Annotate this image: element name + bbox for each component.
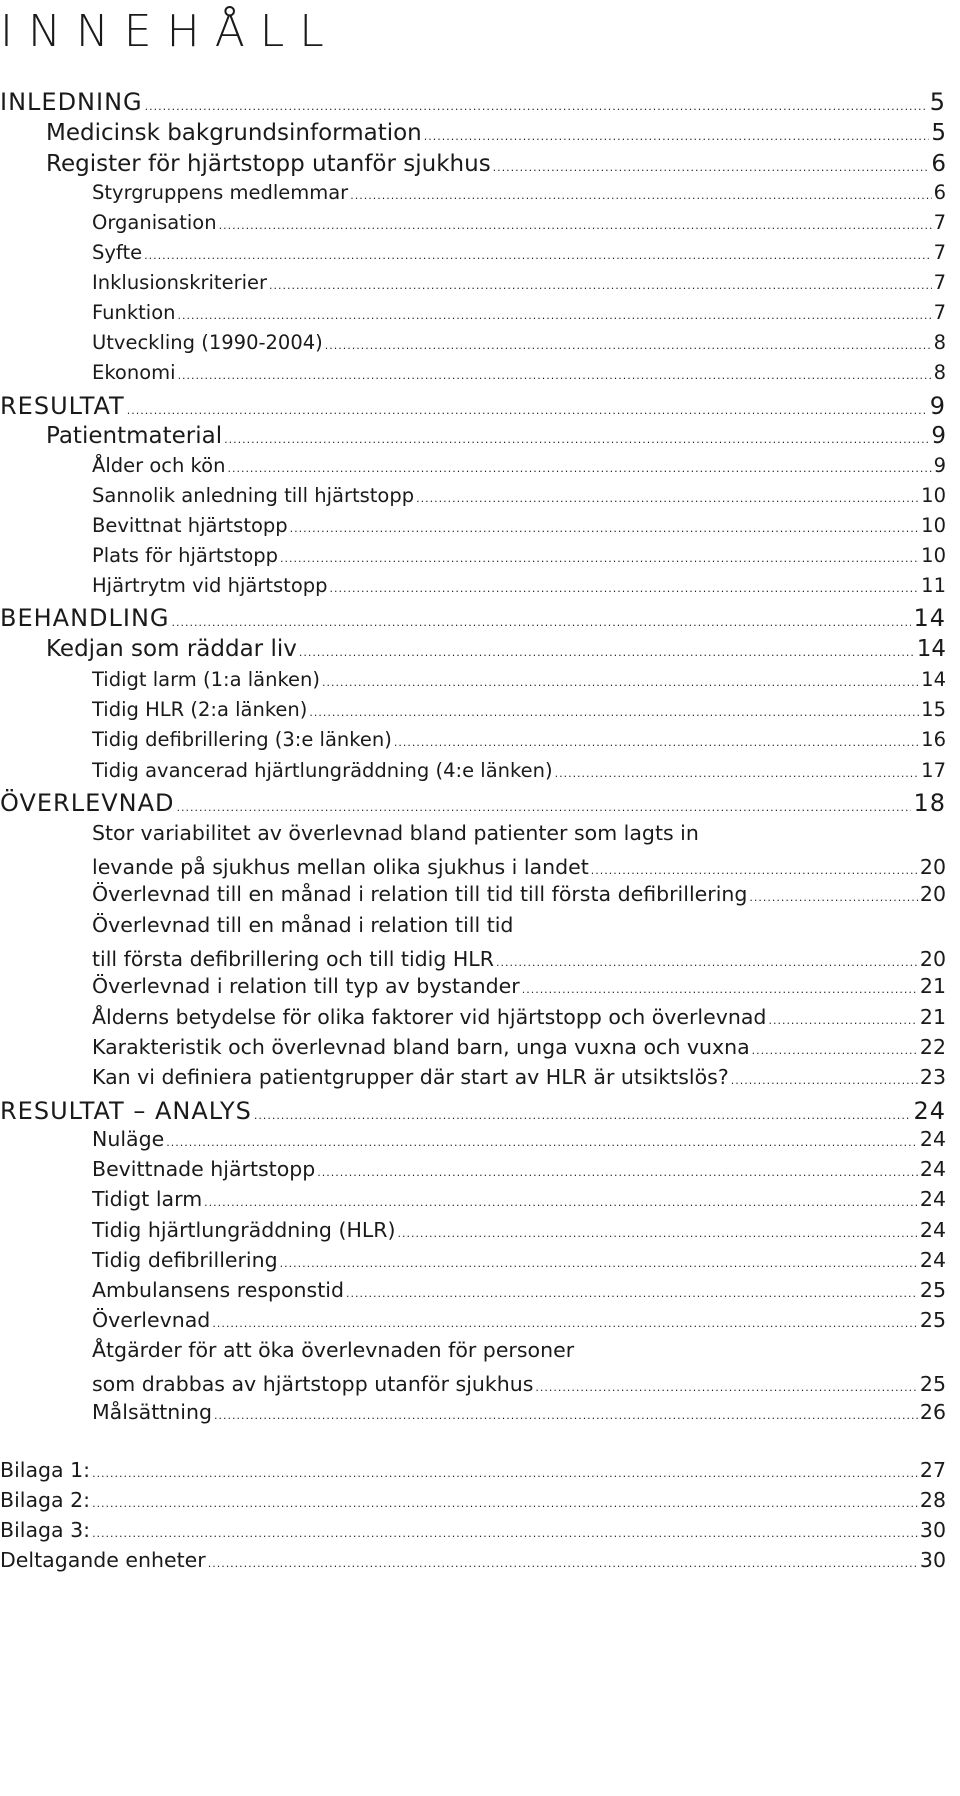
toc-entry-label: Bilaga 2: <box>0 1488 91 1512</box>
toc-entry-label: Överlevnad <box>92 1308 211 1332</box>
dot-leader <box>290 522 920 535</box>
toc-entry-label: Överlevnad till en månad i relation till tid <box>92 913 514 937</box>
toc-entry[interactable] <box>92 1005 946 1029</box>
toc-entry-label: Överlevnad till en månad i relation till tid till första defibrillering <box>92 882 748 906</box>
toc-entry-label: Utveckling (1990-2004) <box>92 331 323 354</box>
toc-entry-label: Ålderns betydelse för olika faktorer vid hjärtstopp och överlevnad <box>92 1005 767 1029</box>
toc-page-number: 10 <box>921 514 946 537</box>
toc-entry-label: Målsättning <box>92 1400 212 1424</box>
toc-entry[interactable] <box>92 1065 946 1089</box>
toc-entry-line1 <box>92 821 960 845</box>
dot-leader <box>322 676 919 689</box>
toc-entry-label: Tidigt larm <box>92 1187 203 1211</box>
dot-leader <box>555 767 920 780</box>
toc-entry[interactable] <box>0 1458 946 1482</box>
toc-page-number: 25 <box>919 1278 946 1302</box>
toc-page-number: 6 <box>933 181 946 204</box>
toc-page-number: 30 <box>919 1548 946 1572</box>
toc-entry[interactable] <box>92 1400 946 1424</box>
toc-entry[interactable] <box>92 181 946 204</box>
toc-entry-label: BEHANDLING <box>0 604 170 632</box>
toc-entry-label: Tidig defibrillering (3:e länken) <box>92 728 392 751</box>
toc-entry[interactable] <box>46 120 946 146</box>
toc-entry-label: Hjärtrytm vid hjärtstopp <box>92 574 328 597</box>
toc-entry-label: Styrgruppens medlemmar <box>92 181 349 204</box>
dot-leader <box>214 1409 918 1422</box>
toc-page-number: 14 <box>921 668 946 691</box>
toc-entry-label: levande på sjukhus mellan olika sjukhus i landet <box>92 855 589 879</box>
toc-entry-label: Åtgärder för att öka överlevnaden för personer <box>92 1338 575 1362</box>
toc-page-number: 7 <box>933 271 946 294</box>
toc-entry[interactable] <box>92 574 946 597</box>
toc-entry[interactable] <box>92 1127 946 1151</box>
dot-leader <box>299 646 915 659</box>
toc-page-number: 25 <box>919 1372 946 1396</box>
toc-page-number: 8 <box>933 331 946 354</box>
toc-entry-label: Ambulansens responstid <box>92 1278 344 1302</box>
dot-leader <box>254 1109 912 1122</box>
toc-entry-label: Kedjan som räddar liv <box>46 636 297 662</box>
toc-page-number: 6 <box>931 151 946 177</box>
toc-entry-label: Deltagande enheter <box>0 1548 206 1572</box>
dot-leader <box>144 249 931 262</box>
toc-entry[interactable] <box>92 301 946 324</box>
toc-entry-label: Patientmaterial <box>46 423 223 449</box>
toc-entry-label: Funktion <box>92 301 176 324</box>
toc-entry-label: Tidig hjärtlungräddning (HLR) <box>92 1218 396 1242</box>
toc-entry-label: Plats för hjärtstopp <box>92 544 279 567</box>
toc-entry-label: Nuläge <box>92 1127 165 1151</box>
toc-entry-label: Bilaga 3: <box>0 1518 91 1542</box>
toc-entry[interactable] <box>46 423 946 449</box>
toc-page-number: 5 <box>929 88 946 116</box>
dot-leader <box>350 189 931 202</box>
toc-page-number: 10 <box>921 484 946 507</box>
toc-entry[interactable] <box>92 454 946 477</box>
toc-entry[interactable] <box>92 974 946 998</box>
dot-leader <box>591 864 918 877</box>
toc-page-number: 7 <box>933 211 946 234</box>
toc-page-number: 24 <box>919 1127 946 1151</box>
dot-leader <box>178 369 932 382</box>
toc-entry-label: Tidig HLR (2:a länken) <box>92 698 308 721</box>
toc-entry[interactable] <box>46 636 946 662</box>
toc-page-number: 24 <box>913 1097 946 1125</box>
toc-entry[interactable] <box>92 484 946 507</box>
toc-entry[interactable] <box>92 944 946 975</box>
toc-entry[interactable] <box>46 151 946 177</box>
toc-page-number: 11 <box>921 574 946 597</box>
toc-entry-label: Kan vi definiera patientgrupper där start av HLR är utsiktslös? <box>92 1065 729 1089</box>
dot-leader <box>394 736 919 749</box>
toc-page-number: 27 <box>919 1458 946 1482</box>
dot-leader <box>398 1227 918 1240</box>
toc-page-number: 25 <box>919 1308 946 1332</box>
toc-entry[interactable] <box>0 604 946 632</box>
dot-leader <box>92 1497 918 1510</box>
toc-entry[interactable] <box>92 544 946 567</box>
dot-leader <box>177 801 912 814</box>
dot-leader <box>280 1257 918 1270</box>
toc-page-number: 21 <box>919 974 946 998</box>
toc-entry[interactable] <box>0 392 946 420</box>
dot-leader <box>92 1467 918 1480</box>
toc-page-number: 20 <box>919 947 946 971</box>
dot-leader <box>522 983 918 996</box>
toc-entry-label: Register för hjärtstopp utanför sjukhus <box>46 151 491 177</box>
dot-leader <box>317 1166 918 1179</box>
toc-page-number: 14 <box>916 636 946 662</box>
toc-entry[interactable] <box>92 1248 946 1272</box>
toc-page-number: 9 <box>933 454 946 477</box>
toc-entry-label: Organisation <box>92 211 217 234</box>
toc-entry-label: som drabbas av hjärtstopp utanför sjukhus <box>92 1372 534 1396</box>
toc-entry[interactable] <box>92 1308 946 1332</box>
dot-leader <box>731 1074 918 1087</box>
toc-page-number: 24 <box>919 1187 946 1211</box>
toc-entry[interactable] <box>0 1548 946 1572</box>
dot-leader <box>208 1557 918 1570</box>
dot-leader <box>749 891 918 904</box>
dot-leader <box>172 616 912 629</box>
toc-entry[interactable] <box>92 1035 946 1059</box>
toc-entry-label: Karakteristik och överlevnad bland barn, unga vuxna och vuxna <box>92 1035 750 1059</box>
toc-entry-label: Ålder och kön <box>92 454 226 477</box>
toc-entry-label: Ekonomi <box>92 361 176 384</box>
toc-page-number: 17 <box>921 759 946 782</box>
dot-leader <box>227 462 931 475</box>
toc-entry-line1 <box>92 913 960 937</box>
toc-entry[interactable] <box>0 1518 946 1542</box>
toc-entry-line1 <box>92 1338 960 1362</box>
toc-page-number: 16 <box>921 728 946 751</box>
toc-entry[interactable] <box>92 211 946 234</box>
toc-entry[interactable] <box>92 1157 946 1181</box>
toc-entry-label: Bilaga 1: <box>0 1458 91 1482</box>
dot-leader <box>224 433 929 446</box>
dot-leader <box>219 219 932 232</box>
toc-entry[interactable] <box>92 1278 946 1302</box>
toc-entry[interactable] <box>92 698 946 721</box>
dot-leader <box>166 1136 918 1149</box>
dot-leader <box>325 339 932 352</box>
toc-entry[interactable] <box>92 1187 946 1211</box>
toc-entry-label: Överlevnad i relation till typ av bystander <box>92 974 520 998</box>
toc-entry-label: ÖVERLEVNAD <box>0 789 175 817</box>
toc-page-number: 21 <box>919 1005 946 1029</box>
toc-entry[interactable] <box>0 88 946 116</box>
dot-leader <box>535 1381 917 1394</box>
toc-page-number: 20 <box>919 882 946 906</box>
toc-entry[interactable] <box>92 514 946 537</box>
toc-entry-label: Tidigt larm (1:a länken) <box>92 668 321 691</box>
toc-page-number: 7 <box>933 241 946 264</box>
toc-page-number: 15 <box>921 698 946 721</box>
toc-page-number: 22 <box>919 1035 946 1059</box>
page-title: INNEHÅLL <box>0 6 339 57</box>
toc-entry-label: Inklusionskriterier <box>92 271 268 294</box>
toc-entry[interactable] <box>0 1488 946 1512</box>
toc-page-number: 9 <box>929 392 946 420</box>
dot-leader <box>280 552 919 565</box>
dot-leader <box>346 1287 918 1300</box>
toc-entry-label: till första defibrillering och till tidig HLR <box>92 947 494 971</box>
toc-entry[interactable] <box>92 759 946 782</box>
toc-entry[interactable] <box>92 728 946 751</box>
toc-page-number: 24 <box>919 1218 946 1242</box>
toc-page-number: 30 <box>919 1518 946 1542</box>
toc-entry-label: Medicinsk bakgrundsinformation <box>46 120 422 146</box>
toc-entry[interactable] <box>92 241 946 264</box>
toc-page-number: 10 <box>921 544 946 567</box>
toc-page-number: 18 <box>913 789 946 817</box>
toc-entry[interactable] <box>92 271 946 294</box>
toc-entry-label: INLEDNING <box>0 88 143 116</box>
toc-page-number: 28 <box>919 1488 946 1512</box>
toc-entry[interactable] <box>0 1097 946 1125</box>
toc-entry[interactable] <box>92 668 946 691</box>
toc-page-number: 9 <box>931 423 946 449</box>
toc-entry[interactable] <box>92 361 946 384</box>
toc-page-number: 5 <box>931 120 946 146</box>
toc-entry[interactable] <box>92 1218 946 1242</box>
dot-leader <box>330 582 920 595</box>
toc-entry-label: Stor variabilitet av överlevnad bland patienter som lagts in <box>92 821 699 845</box>
toc-page-number: 23 <box>919 1065 946 1089</box>
toc-entry[interactable] <box>92 852 946 883</box>
dot-leader <box>496 956 918 969</box>
toc-entry-label: Syfte <box>92 241 143 264</box>
toc-entry-label: RESULTAT – ANALYS <box>0 1097 252 1125</box>
dot-leader <box>416 492 919 505</box>
dot-leader <box>178 309 932 322</box>
toc-entry-label: Tidig avancerad hjärtlungräddning (4:e länken) <box>92 759 553 782</box>
dot-leader <box>269 279 932 292</box>
toc-entry[interactable] <box>92 1369 946 1400</box>
toc-page-number: 24 <box>919 1248 946 1272</box>
toc-page-number: 7 <box>933 301 946 324</box>
dot-leader <box>493 161 930 174</box>
toc-entry[interactable] <box>92 882 946 906</box>
toc-entry-label: RESULTAT <box>0 392 125 420</box>
toc-page-number: 24 <box>919 1157 946 1181</box>
toc-entry-label: Bevittnat hjärtstopp <box>92 514 288 537</box>
toc-entry-label: Tidig defibrillering <box>92 1248 278 1272</box>
toc-entry[interactable] <box>92 331 946 354</box>
toc-page-number: 26 <box>919 1400 946 1424</box>
dot-leader <box>92 1527 918 1540</box>
toc-page-number: 8 <box>933 361 946 384</box>
toc-entry[interactable] <box>0 789 946 817</box>
toc-page-number: 14 <box>913 604 946 632</box>
dot-leader <box>127 404 928 417</box>
dot-leader <box>752 1044 918 1057</box>
toc-entry-label: Sannolik anledning till hjärtstopp <box>92 484 415 507</box>
dot-leader <box>145 100 928 113</box>
toc-entry-label: Bevittnade hjärtstopp <box>92 1157 316 1181</box>
dot-leader <box>309 706 919 719</box>
dot-leader <box>212 1317 918 1330</box>
dot-leader <box>204 1196 918 1209</box>
toc-page-number: 20 <box>919 855 946 879</box>
dot-leader <box>424 130 930 143</box>
dot-leader <box>768 1014 917 1027</box>
